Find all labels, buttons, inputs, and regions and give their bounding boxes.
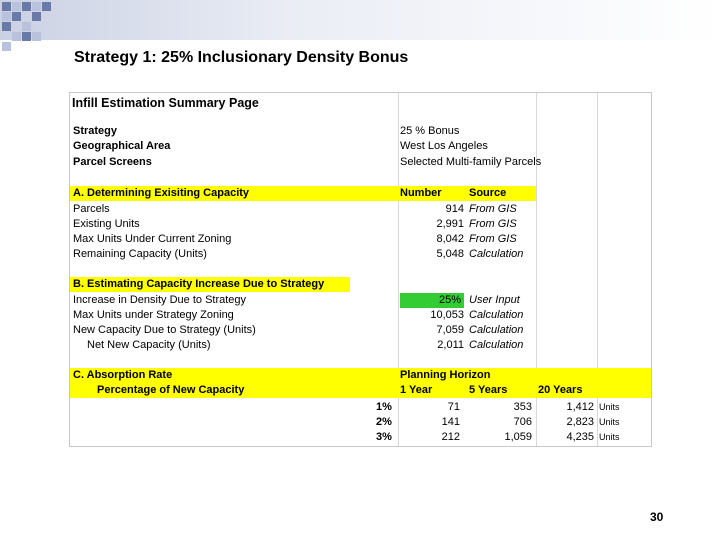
row-source: Calculation — [469, 324, 524, 336]
row-number: 5,048 — [436, 248, 464, 260]
checker-square — [42, 2, 51, 11]
column-header-source: Source — [469, 187, 507, 199]
row-number: 10,053 — [430, 309, 464, 321]
table-row — [70, 415, 651, 430]
column-header-5yr: 5 Years — [469, 384, 508, 396]
row-source: Calculation — [469, 339, 524, 351]
row-label: Net New Capacity (Units) — [87, 339, 211, 351]
sheet-header — [70, 95, 651, 112]
checker-square — [2, 12, 11, 21]
row-percentage: 2% — [376, 416, 392, 428]
row-number: 914 — [445, 203, 464, 215]
row-source: Calculation — [469, 248, 524, 260]
row-20yr: 1,412 — [566, 401, 594, 413]
checker-square — [12, 2, 21, 11]
row-20yr: 4,235 — [566, 431, 594, 443]
row-source: Calculation — [469, 309, 524, 321]
row-label: Max Units Under Current Zoning — [73, 233, 232, 245]
meta-row — [70, 155, 651, 170]
table-row — [70, 202, 651, 217]
table-row — [70, 430, 651, 445]
row-units: Units — [599, 432, 620, 442]
row-percentage: 3% — [376, 431, 392, 443]
table-row — [70, 247, 651, 262]
table-row — [70, 217, 651, 232]
section-b-header — [70, 277, 350, 292]
column-header-20yr: 20 Years — [538, 384, 583, 396]
meta-value: 25 % Bonus — [400, 125, 460, 137]
checker-square — [22, 32, 31, 41]
checker-square — [32, 12, 41, 21]
row-label: Existing Units — [73, 218, 140, 230]
column-header-1yr: 1 Year — [400, 384, 433, 396]
row-number: 7,059 — [436, 324, 464, 336]
checker-square — [32, 32, 41, 41]
row-5yr: 706 — [513, 416, 532, 428]
sheet-header-text: Infill Estimation Summary Page — [72, 96, 259, 110]
row-1yr: 141 — [441, 416, 460, 428]
row-number: 2,991 — [436, 218, 464, 230]
section-title: A. Determining Exisiting Capacity — [73, 187, 250, 199]
row-percentage: 1% — [376, 401, 392, 413]
row-number: 2,011 — [437, 339, 464, 351]
row-units: Units — [599, 402, 620, 412]
meta-value: Selected Multi-family Parcels — [400, 156, 542, 168]
table-row — [70, 293, 651, 308]
checker-square — [2, 42, 11, 51]
row-source: From GIS — [469, 233, 517, 245]
row-source: From GIS — [469, 218, 517, 230]
meta-row — [70, 124, 651, 139]
table-row — [70, 338, 651, 353]
spreadsheet-summary — [69, 92, 652, 447]
table-row — [70, 308, 651, 323]
section-subtitle: Percentage of New Capacity — [97, 384, 245, 396]
row-5yr: 1,059 — [504, 431, 532, 443]
table-row — [70, 323, 651, 338]
section-title: B. Estimating Capacity Increase Due to Strategy — [73, 278, 325, 290]
column-header-number: Number — [400, 187, 442, 199]
meta-row — [70, 139, 651, 154]
meta-label: Strategy — [73, 125, 118, 137]
row-5yr: 353 — [513, 401, 532, 413]
row-units: Units — [599, 417, 620, 427]
row-label: Increase in Density Due to Strategy — [73, 294, 247, 306]
planning-horizon-label: Planning Horizon — [400, 369, 491, 381]
slide-title: Strategy 1: 25% Inclusionary Density Bonus — [74, 49, 409, 66]
row-label: Remaining Capacity (Units) — [73, 248, 207, 260]
row-number: 8,042 — [436, 233, 464, 245]
row-label: Parcels — [73, 203, 110, 215]
page-number: 30 — [650, 510, 664, 524]
row-source: User Input — [469, 294, 520, 306]
section-a-header — [70, 186, 536, 201]
row-20yr: 2,823 — [566, 416, 594, 428]
section-c-subheader — [70, 383, 651, 398]
table-row — [70, 232, 651, 247]
checker-square — [22, 2, 31, 11]
user-input-cell[interactable]: 25% — [400, 293, 464, 308]
checker-square — [2, 22, 11, 31]
section-title: C. Absorption Rate — [73, 369, 173, 381]
checker-decoration — [0, 0, 720, 48]
table-row — [70, 400, 651, 415]
checker-square — [22, 22, 31, 31]
section-c-header — [70, 368, 651, 383]
checker-square — [12, 32, 21, 41]
checker-square — [32, 2, 41, 11]
meta-label: Parcel Screens — [73, 156, 152, 168]
row-source: From GIS — [469, 203, 517, 215]
meta-value: West Los Angeles — [400, 140, 488, 152]
row-label: New Capacity Due to Strategy (Units) — [73, 324, 256, 336]
row-1yr: 71 — [447, 401, 460, 413]
checker-square — [12, 12, 21, 21]
row-1yr: 212 — [441, 431, 460, 443]
row-label: Max Units under Strategy Zoning — [73, 309, 234, 321]
meta-label: Geographical Area — [73, 140, 171, 152]
checker-square — [2, 2, 11, 11]
